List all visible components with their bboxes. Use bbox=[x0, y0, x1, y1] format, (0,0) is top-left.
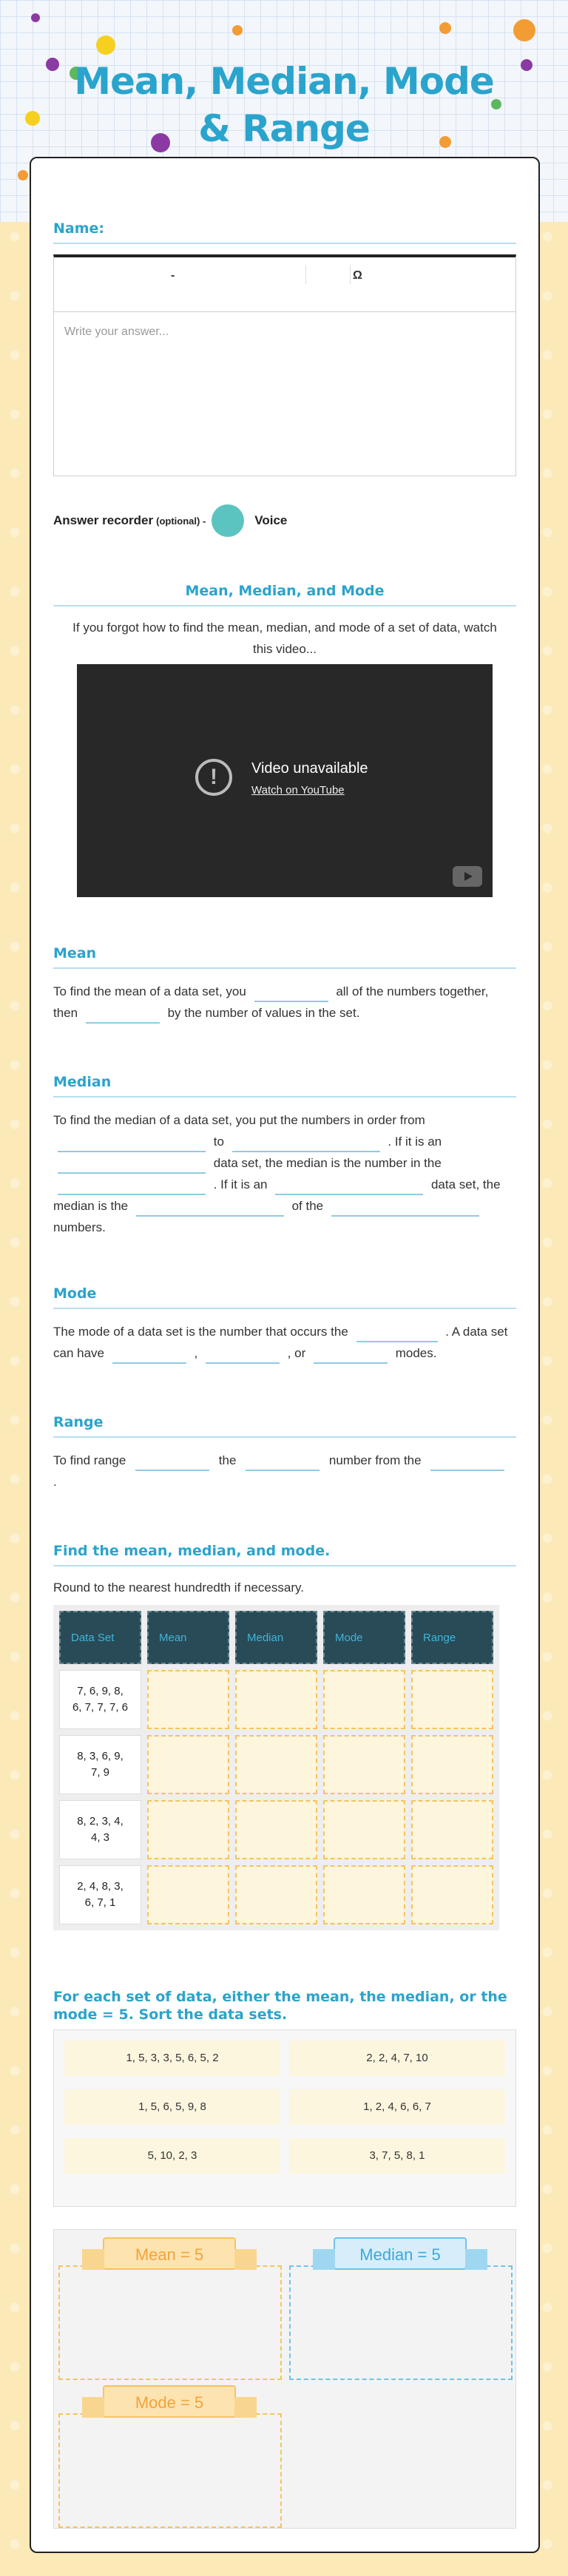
mode-paragraph bbox=[53, 1321, 516, 1364]
median-blank-5[interactable] bbox=[275, 1180, 423, 1195]
median-heading: Median bbox=[53, 1074, 516, 1098]
data-set-cell bbox=[59, 1865, 141, 1924]
recorder-label: Answer recorder bbox=[53, 513, 154, 527]
mean-text: To find the mean of a data set, you bbox=[53, 984, 246, 998]
median-text: . If it is an bbox=[388, 1135, 442, 1149]
toolbar-divider bbox=[305, 265, 306, 284]
answer-recorder bbox=[53, 504, 287, 537]
median-text: . If it is an bbox=[213, 1177, 268, 1191]
median-bin-label: Median = 5 bbox=[334, 2237, 467, 2270]
intro-heading: Mean, Median, and Mode bbox=[53, 583, 516, 606]
median-blank-4[interactable] bbox=[58, 1180, 206, 1195]
splatter-decoration bbox=[439, 22, 451, 34]
answer-text-area[interactable] bbox=[53, 312, 516, 476]
range-drop-cell[interactable] bbox=[411, 1800, 493, 1859]
splatter-decoration bbox=[96, 36, 115, 55]
median-blank-7[interactable] bbox=[331, 1202, 479, 1217]
range-drop-cell[interactable] bbox=[411, 1670, 493, 1729]
median-text: to bbox=[213, 1135, 224, 1149]
median-drop-cell[interactable] bbox=[235, 1800, 317, 1859]
median-drop-cell[interactable] bbox=[235, 1735, 317, 1794]
sortable-item[interactable]: 2, 2, 4, 7, 10 bbox=[289, 2041, 505, 2076]
mean-drop-cell[interactable] bbox=[147, 1865, 229, 1924]
mean-blank-1[interactable] bbox=[254, 987, 328, 1002]
mode-bin[interactable] bbox=[58, 2413, 282, 2528]
table-task-instruction: Round to the nearest hundredth if necessary. bbox=[53, 1581, 304, 1595]
toolbar-divider bbox=[350, 265, 351, 284]
header-data-set: Data Set bbox=[59, 1611, 141, 1664]
mode-blank-3[interactable] bbox=[206, 1349, 280, 1364]
sortable-item[interactable]: 3, 7, 5, 8, 1 bbox=[289, 2138, 505, 2174]
range-drop-cell[interactable] bbox=[411, 1735, 493, 1794]
range-paragraph bbox=[53, 1450, 516, 1492]
mean-blank-2[interactable] bbox=[86, 1009, 160, 1024]
median-text: data set, the median is the bbox=[53, 1177, 501, 1213]
range-blank-2[interactable] bbox=[246, 1456, 320, 1471]
data-set-line: 6, 7, 1 bbox=[84, 1896, 116, 1909]
sort-bins-area bbox=[53, 2229, 516, 2529]
median-blank-2[interactable] bbox=[232, 1137, 380, 1152]
mode-text: , bbox=[194, 1346, 198, 1360]
splatter-decoration bbox=[25, 111, 40, 126]
range-blank-1[interactable] bbox=[135, 1456, 209, 1471]
range-text: number from the bbox=[328, 1453, 422, 1467]
data-set-line: 8, 2, 3, 4, bbox=[77, 1815, 124, 1828]
header-range: Range bbox=[411, 1611, 493, 1664]
mean-bin[interactable] bbox=[58, 2265, 282, 2380]
mean-bin-label: Mean = 5 bbox=[103, 2237, 236, 2270]
watch-on-youtube-link[interactable]: Watch on YouTube bbox=[251, 784, 345, 797]
mode-blank-4[interactable] bbox=[314, 1349, 388, 1364]
mean-drop-cell[interactable] bbox=[147, 1735, 229, 1794]
median-paragraph bbox=[53, 1109, 516, 1238]
youtube-logo-icon[interactable] bbox=[453, 866, 482, 887]
mode-blank-2[interactable] bbox=[112, 1349, 186, 1364]
mean-heading: Mean bbox=[53, 945, 516, 969]
range-text: To find range bbox=[53, 1453, 126, 1467]
data-set-cell bbox=[59, 1670, 141, 1729]
mode-text: The mode of a data set is the number that occurs the bbox=[53, 1325, 348, 1339]
splatter-decoration bbox=[46, 58, 59, 71]
data-table bbox=[53, 1605, 499, 1930]
mode-text: modes. bbox=[395, 1346, 437, 1360]
page-title: Mean, Median, Mode & Range bbox=[74, 60, 494, 150]
splatter-decoration bbox=[18, 170, 28, 180]
median-text: of the bbox=[291, 1199, 324, 1213]
answer-placeholder: Write your answer... bbox=[64, 325, 169, 338]
sortable-item[interactable]: 1, 2, 4, 6, 6, 7 bbox=[289, 2089, 505, 2125]
sortable-item[interactable]: 1, 5, 3, 3, 5, 6, 5, 2 bbox=[64, 2041, 280, 2076]
sortable-item[interactable]: 5, 10, 2, 3 bbox=[64, 2138, 280, 2174]
median-text: data set, the median is the number in the bbox=[213, 1156, 442, 1170]
median-text: To find the median of a data set, you put the numbers in order from bbox=[53, 1113, 425, 1127]
worksheet-card bbox=[30, 157, 540, 2553]
range-blank-3[interactable] bbox=[430, 1456, 504, 1471]
mean-drop-cell[interactable] bbox=[147, 1670, 229, 1729]
splatter-decoration bbox=[232, 25, 243, 36]
data-set-line: 6, 7, 7, 7, 6 bbox=[72, 1701, 129, 1714]
data-set-cell bbox=[59, 1735, 141, 1794]
header-mean: Mean bbox=[147, 1611, 229, 1664]
name-label: Name: bbox=[53, 220, 516, 244]
mode-drop-cell[interactable] bbox=[323, 1670, 405, 1729]
median-blank-3[interactable] bbox=[58, 1159, 206, 1174]
sortable-item[interactable]: 1, 5, 6, 5, 9, 8 bbox=[64, 2089, 280, 2125]
embedded-video[interactable] bbox=[77, 664, 493, 897]
sortable-items-pool bbox=[53, 2029, 516, 2207]
splatter-decoration bbox=[31, 13, 40, 22]
data-set-line: 8, 3, 6, 9, bbox=[77, 1750, 124, 1762]
recorder-optional-label: (optional) - bbox=[156, 515, 206, 527]
mode-blank-1[interactable] bbox=[356, 1328, 438, 1342]
median-bin[interactable] bbox=[289, 2265, 513, 2380]
table-row bbox=[59, 1670, 493, 1729]
intro-text: If you forgot how to find the mean, median, and mode of a set of data, watch this video... bbox=[72, 621, 497, 656]
data-set-cell bbox=[59, 1800, 141, 1859]
data-set-line: 4, 3 bbox=[90, 1831, 110, 1844]
mode-drop-cell[interactable] bbox=[323, 1735, 405, 1794]
mean-drop-cell[interactable] bbox=[147, 1800, 229, 1859]
range-text: . bbox=[53, 1475, 57, 1489]
splatter-decoration bbox=[513, 19, 535, 41]
data-set-line: 7, 6, 9, 8, bbox=[77, 1685, 124, 1697]
omega-symbol-button[interactable]: Ω bbox=[353, 269, 362, 282]
warning-icon: ! bbox=[195, 759, 232, 796]
editor-toolbar bbox=[53, 254, 516, 312]
table-header-row bbox=[59, 1611, 493, 1664]
range-text: the bbox=[218, 1453, 237, 1467]
range-heading: Range bbox=[53, 1414, 516, 1438]
data-set-line: 2, 4, 8, 3, bbox=[77, 1880, 124, 1893]
video-status-text: Video unavailable bbox=[251, 760, 368, 777]
table-row bbox=[59, 1800, 493, 1859]
mean-text: by the number of values in the set. bbox=[167, 1006, 360, 1020]
header-mode: Mode bbox=[323, 1611, 405, 1664]
mode-text: , or bbox=[287, 1346, 306, 1360]
table-task-heading: Find the mean, median, and mode. bbox=[53, 1543, 516, 1566]
range-drop-cell[interactable] bbox=[411, 1865, 493, 1924]
median-blank-6[interactable] bbox=[136, 1202, 284, 1217]
sort-task-heading: For each set of data, either the mean, the median, or the mode = 5. Sort the data sets. bbox=[53, 1988, 516, 2031]
median-text: numbers. bbox=[53, 1220, 106, 1234]
mode-bin-label: Mode = 5 bbox=[103, 2385, 236, 2418]
dash-tool-button[interactable]: - bbox=[171, 269, 175, 282]
mode-text: . A data set can have bbox=[53, 1325, 508, 1360]
mean-text: all of the numbers together, then bbox=[53, 984, 489, 1020]
header-median: Median bbox=[235, 1611, 317, 1664]
table-row bbox=[59, 1865, 493, 1924]
median-drop-cell[interactable] bbox=[235, 1670, 317, 1729]
mode-drop-cell[interactable] bbox=[323, 1800, 405, 1859]
median-drop-cell[interactable] bbox=[235, 1865, 317, 1924]
median-blank-1[interactable] bbox=[58, 1137, 206, 1152]
mean-paragraph bbox=[53, 981, 516, 1024]
mode-drop-cell[interactable] bbox=[323, 1865, 405, 1924]
table-row bbox=[59, 1735, 493, 1794]
splatter-decoration bbox=[521, 59, 532, 71]
data-set-line: 7, 9 bbox=[90, 1766, 110, 1779]
voice-label: Voice bbox=[254, 513, 288, 527]
mode-heading: Mode bbox=[53, 1285, 516, 1309]
record-voice-button[interactable] bbox=[212, 504, 244, 537]
